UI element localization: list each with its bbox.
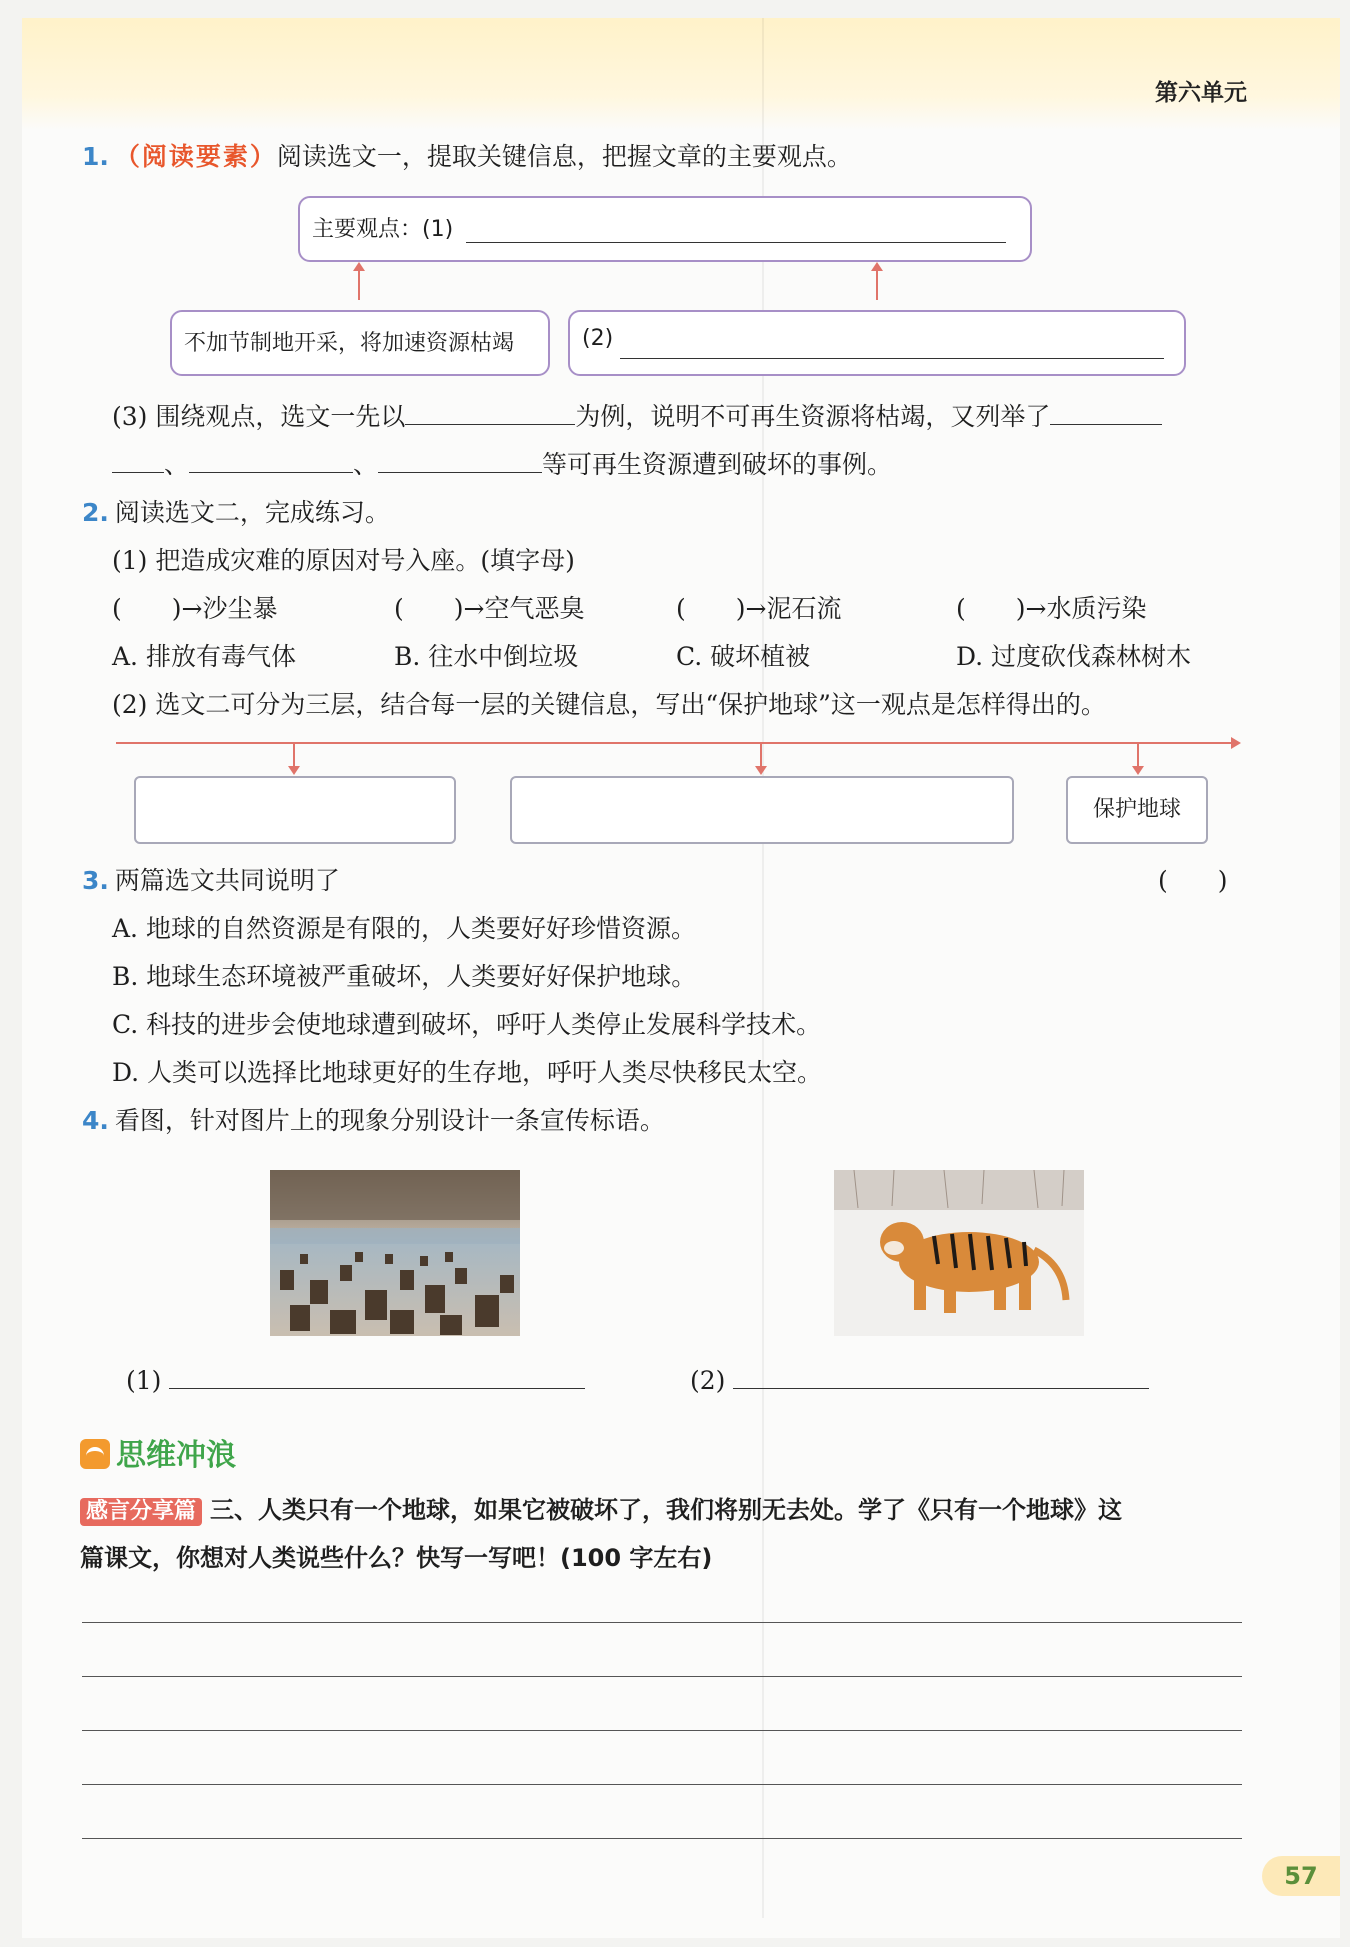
q4-text: 看图，针对图片上的现象分别设计一条宣传标语。 xyxy=(114,1106,665,1135)
q4-blank-1[interactable] xyxy=(169,1388,585,1389)
q1-p3-line2 xyxy=(112,450,892,480)
arrow-up-left xyxy=(358,270,360,300)
q4-label-2: (2) xyxy=(690,1366,726,1395)
q2-text: 阅读选文二，完成练习。 xyxy=(114,498,390,527)
right-point-box xyxy=(568,310,1186,376)
section-title-text: 思维冲浪 xyxy=(116,1438,236,1473)
main-point-answer-line[interactable] xyxy=(466,242,1006,243)
q4-number: 4. xyxy=(82,1106,109,1135)
q2-number: 2. xyxy=(82,498,109,527)
wave-icon xyxy=(80,1439,110,1469)
q4-prompt xyxy=(82,1106,665,1136)
q1-p3-text-a: (3) 围绕观点，选文一先以 xyxy=(112,402,406,431)
q1-p3-sep-1: 、 xyxy=(164,450,190,479)
q1-blank-1[interactable] xyxy=(405,424,575,425)
q2-sub1: (1) 把造成灾难的原因对号入座。(填字母) xyxy=(112,546,575,575)
q1-p3-text-e: 等可再生资源遭到破坏的事例。 xyxy=(542,450,893,479)
section-title xyxy=(80,1430,236,1474)
protect-earth-box: 保护地球 xyxy=(1066,776,1208,844)
match-3[interactable]: ( )→泥石流 xyxy=(676,594,842,623)
writing-line-5[interactable] xyxy=(82,1838,1242,1839)
q1-blank-4[interactable] xyxy=(378,472,542,473)
q3-prompt xyxy=(82,866,340,896)
option-b: B. 往水中倒垃圾 xyxy=(394,642,579,671)
match-4[interactable]: ( )→水质污染 xyxy=(956,594,1147,623)
flow-line xyxy=(116,742,1232,744)
right-point-label: (2) xyxy=(582,326,614,351)
q1-blank-2-cont[interactable] xyxy=(112,472,164,473)
q4-blank-2[interactable] xyxy=(733,1388,1149,1389)
q4-answer-1 xyxy=(126,1366,585,1396)
option-c: C. 破坏植被 xyxy=(676,642,811,671)
q3-option-b[interactable]: B. 地球生态环境被严重破坏，人类要好好保护地球。 xyxy=(112,962,697,991)
q3-option-c[interactable]: C. 科技的进步会使地球遭到破坏，呼吁人类停止发展科学技术。 xyxy=(112,1010,822,1039)
q3-number: 3. xyxy=(82,866,109,895)
writing-line-3[interactable] xyxy=(82,1730,1242,1731)
section-prompt-line2: 篇课文，你想对人类说些什么？快写一写吧！(100 字左右) xyxy=(80,1544,713,1572)
q1-prompt xyxy=(82,142,852,172)
share-badge: 感言分享篇 xyxy=(80,1498,202,1526)
q2-sub2: (2) 选文二可分为三层，结合每一层的关键信息，写出“保护地球”这一观点是怎样得出的。 xyxy=(112,690,1106,719)
q3-option-d[interactable]: D. 人类可以选择比地球更好的生存地，呼吁人类尽快移民太空。 xyxy=(112,1058,823,1087)
option-d: D. 过度砍伐森林树木 xyxy=(956,642,1192,671)
section-prompt-line1 xyxy=(80,1496,1122,1526)
left-point-box xyxy=(170,310,550,376)
writing-line-4[interactable] xyxy=(82,1784,1242,1785)
q2-prompt xyxy=(82,498,390,528)
q1-tag: （阅读要素） xyxy=(114,142,277,171)
page-fold xyxy=(762,18,764,1918)
q3-answer-paren[interactable]: ( ) xyxy=(1158,866,1228,895)
header-band xyxy=(22,18,1340,130)
layer-1-box[interactable] xyxy=(134,776,456,844)
arrow-up-right xyxy=(876,270,878,300)
page-number: 57 xyxy=(1262,1856,1340,1896)
writing-line-1[interactable] xyxy=(82,1622,1242,1623)
q3-option-a[interactable]: A. 地球的自然资源是有限的，人类要好好珍惜资源。 xyxy=(112,914,696,943)
tiger-photo xyxy=(834,1170,1084,1336)
q1-text: 阅读选文一，提取关键信息，把握文章的主要观点。 xyxy=(276,142,852,171)
q1-p3-text-b: 为例，说明不可再生资源将枯竭，又列举了 xyxy=(575,402,1051,431)
section-line1-text: 三、人类只有一个地球，如果它被破坏了，我们将别无去处。学了《只有一个地球》这 xyxy=(210,1496,1123,1524)
writing-line-2[interactable] xyxy=(82,1676,1242,1677)
tree-stumps-photo xyxy=(270,1170,520,1336)
unit-title: 第六单元 xyxy=(1155,80,1247,106)
q1-p3-line1 xyxy=(112,402,1162,432)
flow-arrow-2 xyxy=(760,743,762,767)
q1-blank-2[interactable] xyxy=(1050,424,1162,425)
main-point-label: 主要观点：(1) xyxy=(312,217,454,242)
left-point-text: 不加节制地开采，将加速资源枯竭 xyxy=(184,331,515,356)
match-2[interactable]: ( )→空气恶臭 xyxy=(394,594,585,623)
main-point-box xyxy=(298,196,1032,262)
q1-p3-sep-2: 、 xyxy=(353,450,379,479)
q1-blank-3[interactable] xyxy=(189,472,353,473)
q4-label-1: (1) xyxy=(126,1366,162,1395)
flow-arrow-1 xyxy=(293,743,295,767)
q3-text: 两篇选文共同说明了 xyxy=(114,866,340,895)
option-a: A. 排放有毒气体 xyxy=(112,642,296,671)
q1-number: 1. xyxy=(82,142,109,171)
q4-answer-2 xyxy=(690,1366,1149,1396)
match-1[interactable]: ( )→沙尘暴 xyxy=(112,594,278,623)
layer-2-box[interactable] xyxy=(510,776,1014,844)
flow-arrow-3 xyxy=(1137,743,1139,767)
right-point-answer-line[interactable] xyxy=(620,358,1164,359)
